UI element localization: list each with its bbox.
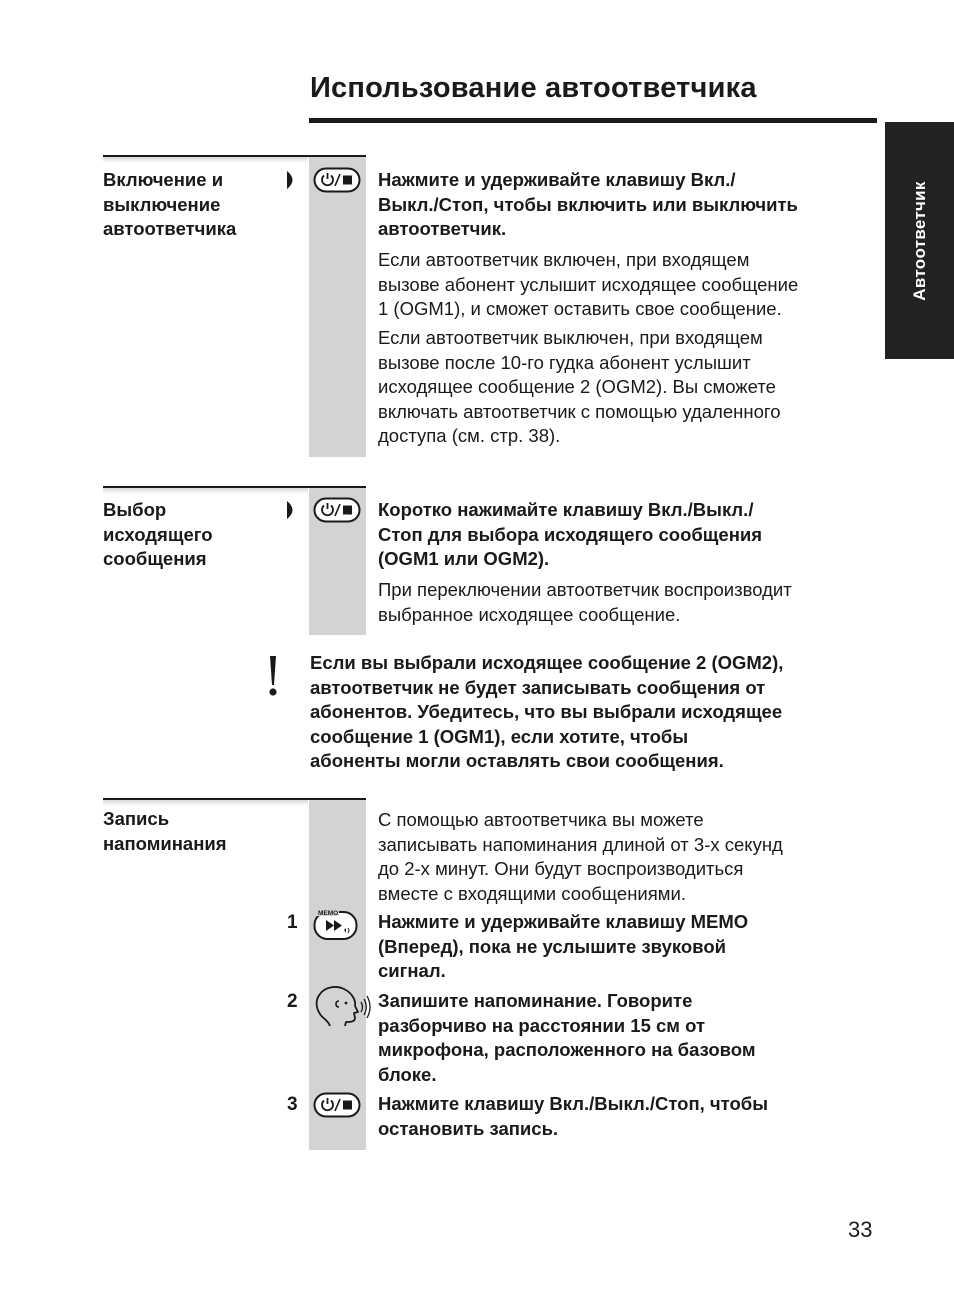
text-line: исходящее сообщение 2 (OGM2). Вы сможете xyxy=(378,376,776,397)
label-line: автоответчика xyxy=(103,218,237,239)
text-line: (OGM1 или OGM2). xyxy=(378,548,550,569)
text-line: сообщение 1 (OGM1), если хотите, чтобы xyxy=(310,725,689,747)
title-underline xyxy=(309,118,877,123)
text-line: вместе с входящими сообщениями. xyxy=(378,882,686,904)
text-line: Если автоответчик включен, при входящем xyxy=(378,249,750,270)
text-line: вызове после 10-го гудка абонент услышит xyxy=(378,351,751,373)
pointer-arrow-icon xyxy=(285,170,299,190)
section-label xyxy=(103,807,227,856)
step-text xyxy=(378,989,878,1087)
power-stop-key-icon xyxy=(313,497,361,523)
label-line: Выбор xyxy=(103,499,167,520)
warning-text xyxy=(310,651,880,774)
text-line: С помощью автоответчика вы можете xyxy=(378,809,704,830)
text-line: абоненты могли оставлять свои сообщения. xyxy=(310,750,724,771)
text-line: сигнал. xyxy=(378,960,446,981)
power-stop-key-icon xyxy=(313,167,361,193)
text-line: Запишите напоминание. Говорите xyxy=(378,990,693,1011)
speaking-head-icon xyxy=(312,982,372,1028)
text-line: Если вы выбрали исходящее сообщение 2 (OGM2), xyxy=(310,652,784,673)
section-label xyxy=(103,498,213,572)
text-line: записывать напоминания длиной от 3-х секунд xyxy=(378,833,783,855)
text-line: выбранное исходящее сообщение. xyxy=(378,603,681,625)
section-divider-shade xyxy=(103,488,308,494)
label-line: Включение и xyxy=(103,169,224,190)
label-line: исходящего xyxy=(103,523,213,545)
text-line: (Вперед), пока не услышите звуковой xyxy=(378,935,726,957)
text-line: Нажмите и удерживайте клавишу MEMO xyxy=(378,911,749,932)
section-divider-shade xyxy=(103,800,308,806)
section-label xyxy=(103,168,236,242)
text-line: Если автоответчик выключен, при входящем xyxy=(378,327,763,348)
paragraph xyxy=(378,326,878,449)
power-stop-key-icon xyxy=(313,1092,361,1118)
text-line: блоке. xyxy=(378,1063,437,1085)
text-line: до 2-х минут. Они будут воспроизводиться xyxy=(378,858,744,879)
text-line: вызове абонент услышит исходящее сообщение xyxy=(378,273,799,295)
text-line: автоответчик. xyxy=(378,218,507,239)
text-line: Нажмите и удерживайте клавишу Вкл./ xyxy=(378,169,736,190)
icon-column xyxy=(309,157,366,457)
text-line: микрофона, расположенного на базовом xyxy=(378,1039,756,1060)
exclamation-icon xyxy=(265,655,281,697)
step-number: 2 xyxy=(287,991,298,1012)
label-line: напоминания xyxy=(103,832,227,854)
instruction-text xyxy=(378,498,878,572)
label-line: выключение xyxy=(103,193,221,215)
side-tab xyxy=(885,122,954,359)
label-line: сообщения xyxy=(103,548,207,569)
text-line: Стоп для выбора исходящего сообщения xyxy=(378,523,763,545)
page-title: Использование автоответчика xyxy=(310,72,757,104)
side-tab-label: Автоответчик xyxy=(909,180,929,301)
text-line: разборчиво на расстоянии 15 см от xyxy=(378,1014,706,1036)
text-line: Коротко нажимайте клавишу Вкл./Выкл./ xyxy=(378,499,754,520)
section-divider-shade xyxy=(103,157,308,163)
label-line: Запись xyxy=(103,808,170,829)
text-line: При переключении автоответчик воспроизводит xyxy=(378,579,792,600)
page-number: 33 xyxy=(848,1217,873,1242)
intro-paragraph xyxy=(378,808,878,906)
text-line: остановить запись. xyxy=(378,1117,559,1139)
step-number: 1 xyxy=(287,912,298,933)
step-text xyxy=(378,910,878,984)
text-line: включать автоответчик с помощью удаленного xyxy=(378,400,781,422)
instruction-text xyxy=(378,168,878,242)
pointer-arrow-icon xyxy=(285,500,299,520)
text-line: Нажмите клавишу Вкл./Выкл./Стоп, чтобы xyxy=(378,1093,768,1114)
text-line: абонентов. Убедитесь, что вы выбрали исходящее xyxy=(310,701,783,722)
paragraph xyxy=(378,248,878,322)
text-line: Выкл./Стоп, чтобы включить или выключить xyxy=(378,193,798,215)
memo-key-label: MEMO xyxy=(318,910,339,917)
memo-forward-key-icon xyxy=(313,907,359,941)
text-line: автоответчик не будет записывать сообщения от xyxy=(310,676,766,698)
step-number: 3 xyxy=(287,1094,298,1115)
text-line: 1 (OGM1), и сможет оставить свое сообщение. xyxy=(378,298,782,319)
step-text xyxy=(378,1092,878,1141)
paragraph xyxy=(378,578,878,627)
text-line: доступа (см. стр. 38). xyxy=(378,425,561,446)
